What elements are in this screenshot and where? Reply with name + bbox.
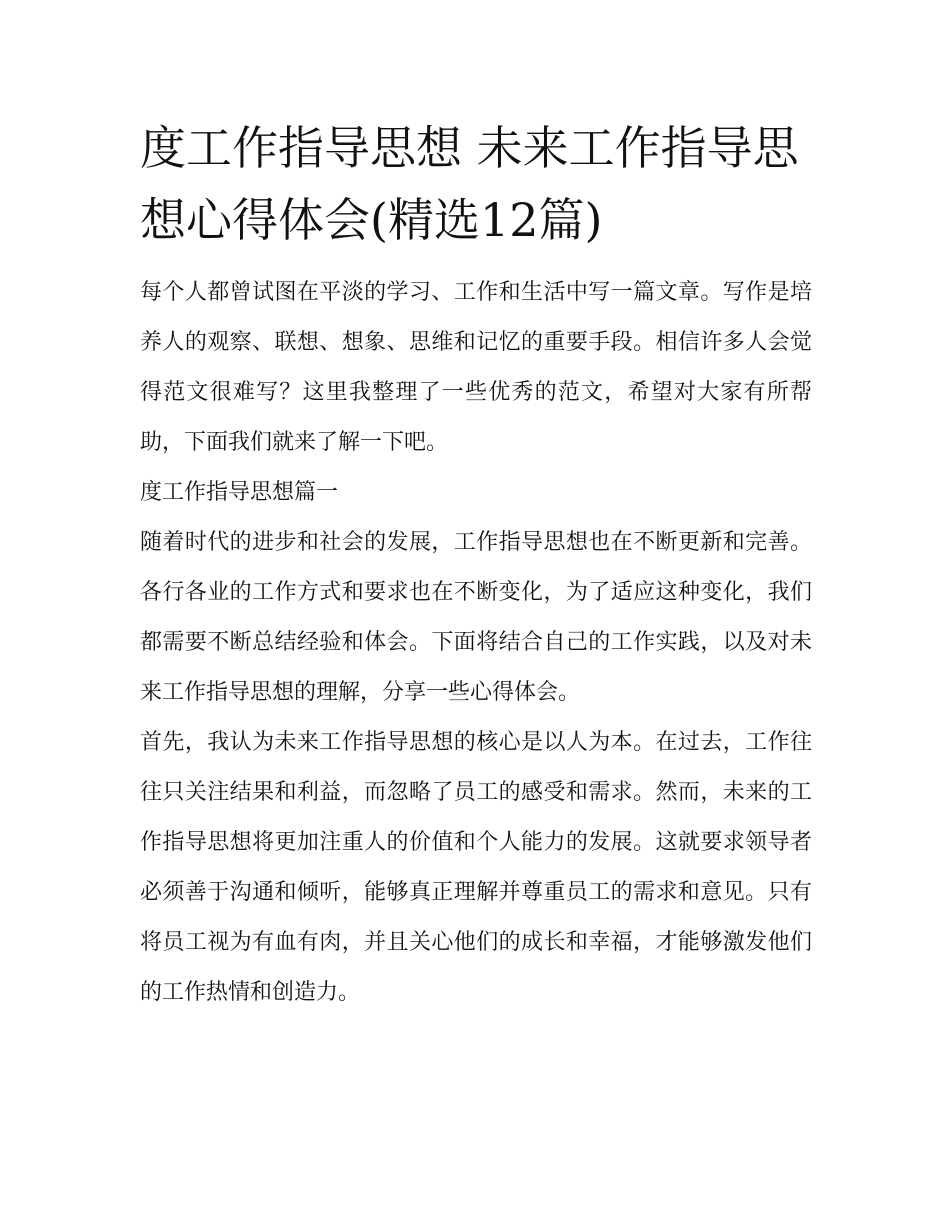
- intro-paragraph: 每个人都曾试图在平淡的学习、工作和生活中写一篇文章。写作是培养人的观察、联想、想象、思维和记忆的重要手段。相信许多人会觉得范文很难写？这里我整理了一些优秀的范文，希望对大家有所帮助，下面我们就来了解一下吧。: [140, 280, 812, 455]
- document-title: 度工作指导思想 未来工作指导思想心得体会(精选12篇): [140, 121, 799, 247]
- document-body: [140, 112, 812, 1018]
- body-paragraph-2: 首先，我认为未来工作指导思想的核心是以人为本。在过去，工作往往只关注结果和利益，而忽略了员工的感受和需求。然而，未来的工作指导思想将更加注重人的价值和个人能力的发展。这就要求领导者必须善于沟通和倾听，能够真正理解并尊重员工的需求和意见。只有将员工视为有血有肉，并且关心他们的成长和幸福，才能够激发他们的工作热情和创造力。: [140, 730, 812, 1005]
- section-heading: 度工作指导思想篇一: [140, 480, 339, 505]
- body-paragraph-1: 随着时代的进步和社会的发展，工作指导思想也在不断更新和完善。各行各业的工作方式和要求也在不断变化，为了适应这种变化，我们都需要不断总结经验和体会。下面将结合自己的工作实践，以及对未来工作指导思想的理解，分享一些心得体会。: [140, 530, 812, 705]
